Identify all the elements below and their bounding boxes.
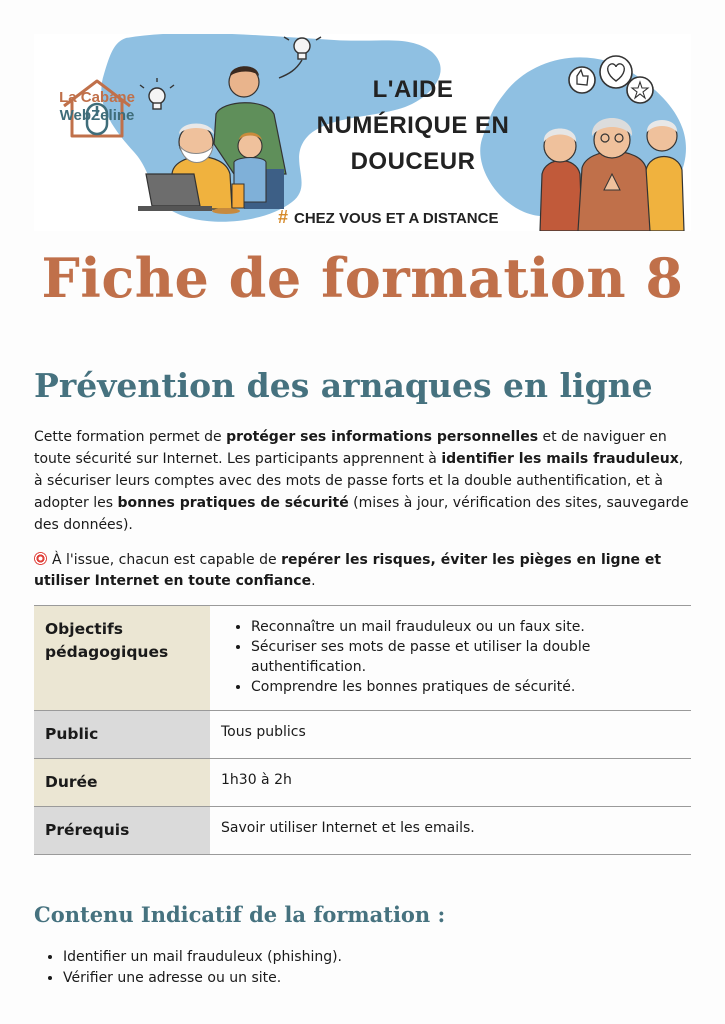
- intro-text: (mises à jour, vérification des sites, sauvegarde des données).: [34, 495, 689, 533]
- list-item: • Sécuriser ses mots de passe et utiliser la double authentification.: [251, 637, 681, 677]
- training-info-table: [34, 605, 691, 855]
- outcome-text: .: [311, 573, 316, 589]
- banner-sub-slogan: [278, 207, 578, 228]
- public-value: Tous publics: [210, 711, 691, 759]
- objectives-list: [221, 617, 681, 697]
- table-row-objectives: [34, 606, 691, 711]
- brand-name-line1: La Cabane: [59, 89, 135, 106]
- sub-slogan-text: CHEZ VOUS ET A DISTANCE: [294, 210, 499, 227]
- slogan-line2: NUMÉRIQUE EN: [316, 112, 510, 139]
- duration-value: 1h30 à 2h: [210, 759, 691, 807]
- table-row-duration: [34, 759, 691, 807]
- intro-text: Cette formation permet de: [34, 429, 227, 445]
- public-label: Public: [34, 711, 210, 759]
- page-title: Fiche de formation 8: [41, 246, 684, 310]
- banner-slogan: [306, 72, 520, 180]
- intro-text: et de naviguer en toute sécurité sur Internet. Les participants apprennent à: [34, 429, 667, 467]
- intro-emphasis: bonnes pratiques de sécurité: [117, 495, 349, 511]
- target-icon: [34, 552, 47, 565]
- list-item: • Reconnaître un mail frauduleux ou un faux site.: [251, 617, 681, 637]
- brand-logo: [42, 89, 152, 125]
- slogan-line1: L'AIDE: [372, 76, 454, 103]
- duration-label: Durée: [34, 759, 210, 807]
- outcome-emphasis: repérer les risques, éviter les pièges en ligne et utiliser Internet en toute confiance: [34, 552, 662, 589]
- list-item: • Comprendre les bonnes pratiques de sécurité.: [251, 677, 681, 697]
- intro-emphasis: identifier les mails frauduleux: [441, 451, 679, 467]
- objectives-cell: [210, 606, 691, 711]
- content-list: [34, 947, 342, 989]
- prerequisites-value: Savoir utiliser Internet et les emails.: [210, 807, 691, 855]
- hashtag-icon: #: [278, 207, 289, 227]
- section-title: Prévention des arnaques en ligne: [34, 366, 653, 405]
- outcome-text: À l'issue, chacun est capable de: [52, 552, 282, 568]
- prerequisites-label: Prérequis: [34, 807, 210, 855]
- intro-paragraph: [34, 426, 694, 536]
- intro-text: , à sécuriser leurs comptes avec des mots de passe forts et la double authentification, et à adopter les: [34, 451, 684, 511]
- star-bubble-icon: [627, 77, 653, 103]
- brand-name-line2: WebZeline: [59, 107, 135, 124]
- content-section-title: Contenu Indicatif de la formation :: [34, 902, 446, 927]
- heart-bubble-icon: [600, 56, 632, 88]
- intro-emphasis: protéger ses informations personnelles: [226, 429, 539, 445]
- slogan-line3: DOUCEUR: [350, 148, 476, 175]
- objectives-label: Objectifs pédagogiques: [34, 606, 210, 711]
- table-row-prerequisites: [34, 807, 691, 855]
- list-item: • Identifier un mail frauduleux (phishing).: [63, 947, 342, 968]
- thumbs-up-bubble-icon: [569, 67, 595, 93]
- list-item: • Vérifier une adresse ou un site.: [63, 968, 342, 989]
- outcome-paragraph: [34, 550, 694, 592]
- header-banner: [34, 34, 691, 231]
- table-row-public: [34, 711, 691, 759]
